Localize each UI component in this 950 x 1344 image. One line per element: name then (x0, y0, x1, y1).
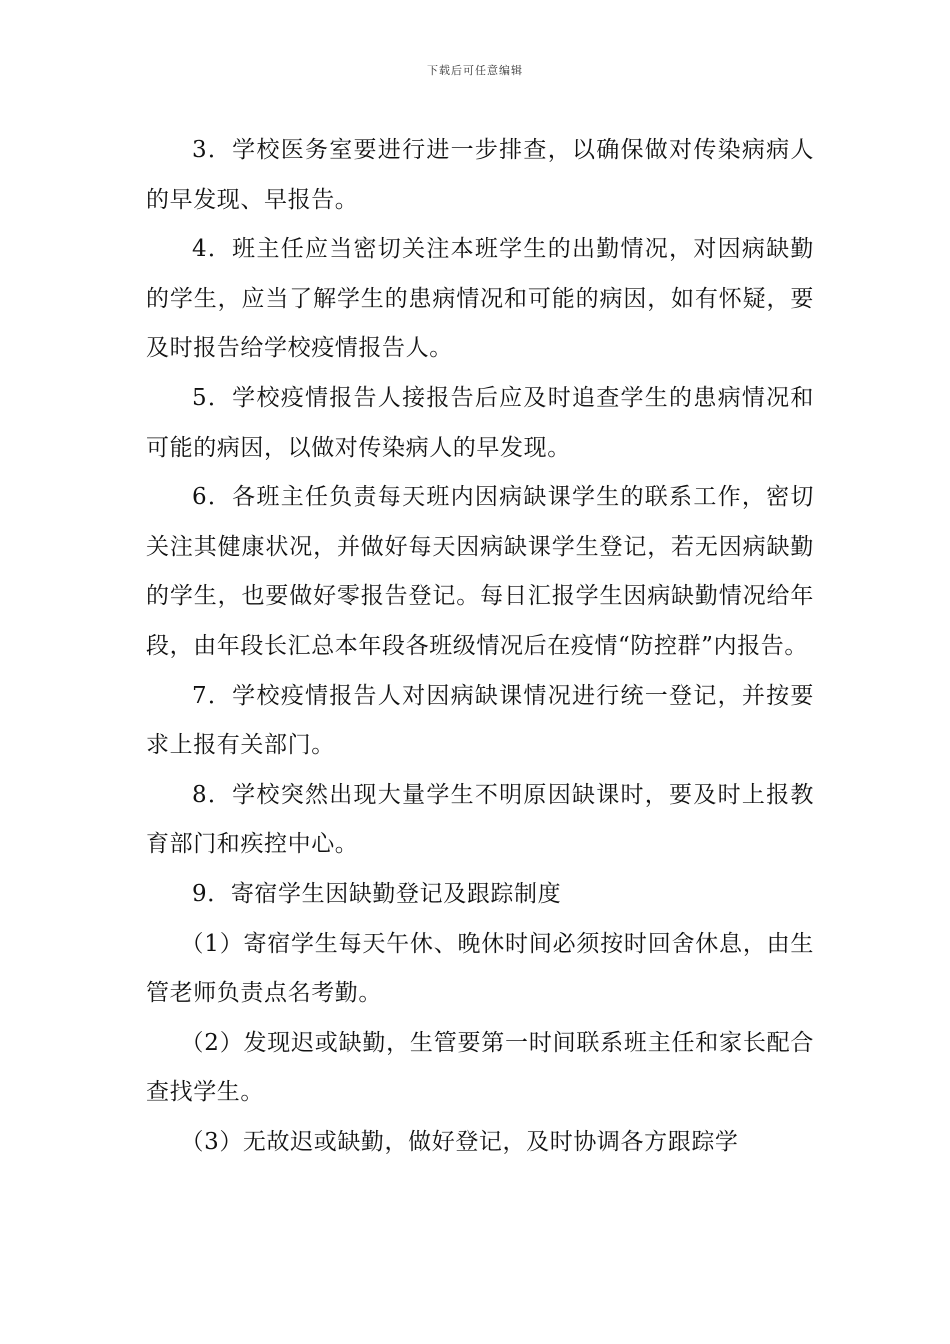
paragraph-5: 5．学校疫情报告人接报告后应及时追查学生的患病情况和可能的病因，以做对传染病人的早发现。 (146, 384, 814, 461)
document-body (146, 126, 814, 1167)
page-header: 下载后可任意编辑 (427, 64, 523, 77)
paragraph-9-2: （2）发现迟或缺勤，生管要第一时间联系班主任和家长配合查找学生。 (146, 1029, 814, 1106)
paragraph-4: 4．班主任应当密切关注本班学生的出勤情况，对因病缺勤的学生，应当了解学生的患病情况和可能的病因，如有怀疑，要及时报告给学校疫情报告人。 (146, 236, 814, 362)
paragraph-6: 6．各班主任负责每天班内因病缺课学生的联系工作，密切关注其健康状况，并做好每天因病缺课学生登记，若无因病缺勤的学生，也要做好零报告登记。每日汇报学生因病缺勤情况给年段，由年段长汇总本年段各班级情况后在疫情“防控群”内报告。 (146, 484, 814, 659)
paragraph-9-1: （1）寄宿学生每天午休、晚休时间必须按时回舍休息，由生管老师负责点名考勤。 (146, 930, 814, 1007)
paragraph-9: 9．寄宿学生因缺勤登记及跟踪制度 (192, 880, 562, 907)
paragraph-3: 3．学校医务室要进行进一步排查，以确保做对传染病病人的早发现、早报告。 (146, 137, 814, 213)
paragraph-7: 7．学校疫情报告人对因病缺课情况进行统一登记，并按要求上报有关部门。 (146, 682, 814, 759)
paragraph-8: 8．学校突然出现大量学生不明原因缺课时，要及时上报教育部门和疾控中心。 (146, 781, 814, 858)
paragraph-9-3: （3）无故迟或缺勤，做好登记，及时协调各方跟踪学 (180, 1128, 739, 1155)
